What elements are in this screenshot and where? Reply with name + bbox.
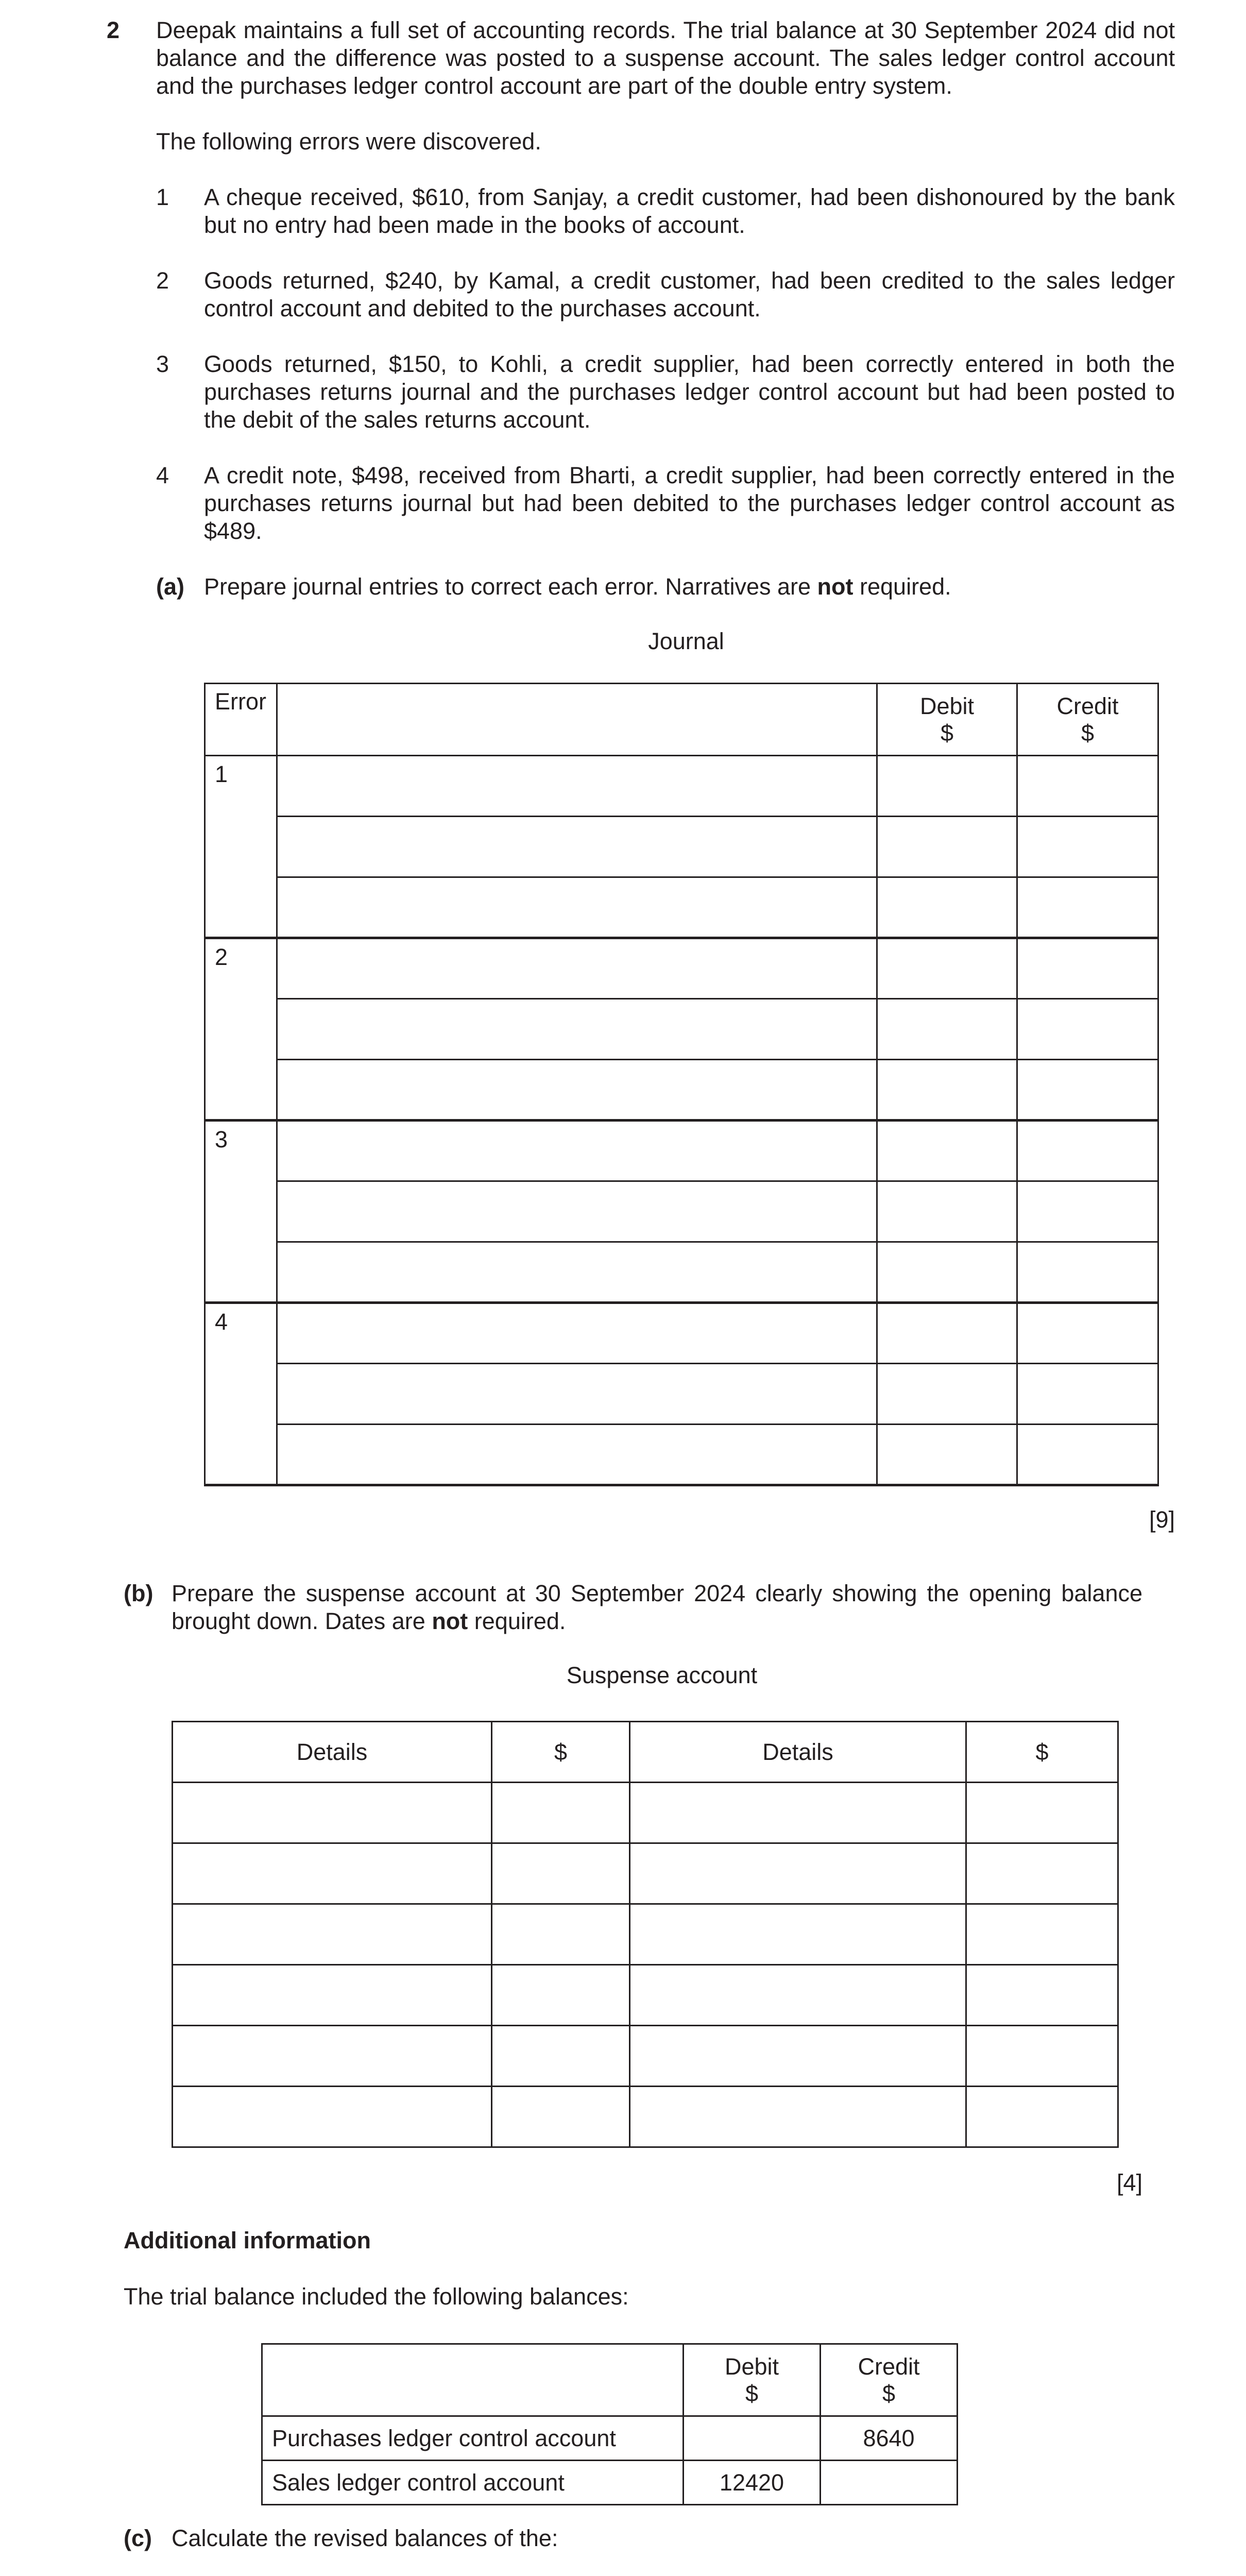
suspense-cell-amount[interactable] (966, 1965, 1118, 2026)
additional-info-heading: Additional information (124, 2227, 371, 2253)
tb-row-debit: 12420 (684, 2461, 821, 2505)
part-b-label: (b) (124, 1580, 153, 1606)
suspense-cell-details[interactable] (630, 1783, 966, 1843)
suspense-cell-details[interactable] (173, 1904, 492, 1965)
suspense-cell-details[interactable] (173, 1965, 492, 2026)
part-a-label: (a) (156, 573, 184, 600)
tb-header-blank (262, 2344, 684, 2416)
suspense-cell-amount[interactable] (492, 2087, 630, 2147)
journal-cell-credit[interactable] (1017, 877, 1158, 938)
journal-cell-credit[interactable] (1017, 817, 1158, 877)
journal-cell-account[interactable] (277, 1242, 877, 1303)
error-text: Goods returned, $240, by Kamal, a credit customer, had been credited to the sales ledger control account and debited to the purchases account. (204, 267, 1175, 321)
journal-cell-credit[interactable] (1017, 1060, 1158, 1121)
journal-cell-account[interactable] (277, 999, 877, 1060)
suspense-cell-details[interactable] (630, 1965, 966, 2026)
journal-header-debit: Debit $ (877, 684, 1017, 756)
journal-cell-debit[interactable] (877, 1364, 1017, 1425)
journal-cell-account[interactable] (277, 1060, 877, 1121)
suspense-cell-amount[interactable] (492, 1904, 630, 1965)
journal-cell-debit[interactable] (877, 817, 1017, 877)
suspense-cell-amount[interactable] (966, 2087, 1118, 2147)
journal-cell-debit[interactable] (877, 938, 1017, 999)
part-c-label: (c) (124, 2525, 152, 2551)
suspense-header-details: Details (630, 1722, 966, 1783)
suspense-header-amount: $ (492, 1722, 630, 1783)
suspense-cell-details[interactable] (630, 1843, 966, 1904)
journal-cell-account[interactable] (277, 1364, 877, 1425)
additional-info-text: The trial balance included the following balances: (124, 2283, 629, 2310)
journal-header-error: Error (205, 684, 277, 756)
journal-cell-account[interactable] (277, 938, 877, 999)
journal-error-number: 2 (205, 938, 277, 1121)
tb-header-credit: Credit $ (821, 2344, 958, 2416)
error-number: 1 (156, 184, 169, 210)
part-b-instruction: Prepare the suspense account at 30 September 2024 clearly showing the opening balance brought down. Dates are not required. (172, 1580, 1142, 1634)
trial-balance-table (261, 2343, 958, 2505)
journal-cell-account[interactable] (277, 1121, 877, 1181)
suspense-cell-details[interactable] (630, 2026, 966, 2087)
suspense-cell-details[interactable] (173, 1843, 492, 1904)
errors-intro: The following errors were discovered. (156, 128, 541, 155)
journal-table (204, 683, 1159, 1486)
suspense-cell-amount[interactable] (966, 2026, 1118, 2087)
journal-cell-credit[interactable] (1017, 1303, 1158, 1364)
tb-row-name: Sales ledger control account (262, 2461, 684, 2505)
journal-cell-account[interactable] (277, 1425, 877, 1485)
journal-cell-credit[interactable] (1017, 938, 1158, 999)
part-a-instruction: Prepare journal entries to correct each error. Narratives are not required. (204, 573, 951, 600)
question-number: 2 (107, 17, 120, 43)
suspense-cell-amount[interactable] (966, 1843, 1118, 1904)
journal-cell-debit[interactable] (877, 1303, 1017, 1364)
error-number: 4 (156, 462, 169, 488)
journal-cell-debit[interactable] (877, 756, 1017, 817)
journal-cell-credit[interactable] (1017, 999, 1158, 1060)
suspense-title: Suspense account (566, 1662, 758, 1688)
suspense-cell-details[interactable] (173, 2087, 492, 2147)
journal-cell-credit[interactable] (1017, 1425, 1158, 1485)
intro-paragraph: Deepak maintains a full set of accounting records. The trial balance at 30 September 2024 did not balance and the difference was posted to a suspense account. The sales ledger control account and the purchases ledger control account are part of the double entry system. (156, 17, 1175, 99)
suspense-cell-amount[interactable] (966, 1904, 1118, 1965)
journal-error-number: 4 (205, 1303, 277, 1485)
journal-cell-account[interactable] (277, 1303, 877, 1364)
journal-cell-account[interactable] (277, 1181, 877, 1242)
suspense-account-table (172, 1721, 1119, 2148)
journal-cell-account[interactable] (277, 756, 877, 817)
journal-cell-debit[interactable] (877, 1181, 1017, 1242)
journal-cell-debit[interactable] (877, 1425, 1017, 1485)
tb-row-credit (821, 2461, 958, 2505)
suspense-cell-details[interactable] (173, 2026, 492, 2087)
suspense-cell-amount[interactable] (492, 1965, 630, 2026)
error-text: Goods returned, $150, to Kohli, a credit supplier, had been correctly entered in both the purchases returns journal and the purchases ledger control account but had been posted to the debit of the sales returns account. (204, 351, 1175, 433)
error-text: A credit note, $498, received from Bharti, a credit supplier, had been correctly entered in the purchases returns journal but had been debited to the purchases ledger control account as $489. (204, 462, 1175, 544)
part-a-marks: [9] (1149, 1506, 1175, 1533)
journal-cell-credit[interactable] (1017, 1242, 1158, 1303)
suspense-header-amount: $ (966, 1722, 1118, 1783)
error-number: 3 (156, 351, 169, 377)
journal-cell-debit[interactable] (877, 1121, 1017, 1181)
journal-cell-debit[interactable] (877, 1060, 1017, 1121)
error-text: A cheque received, $610, from Sanjay, a credit customer, had been dishonoured by the bank but no entry had been made in the books of account. (204, 184, 1175, 238)
journal-cell-debit[interactable] (877, 1242, 1017, 1303)
suspense-cell-details[interactable] (630, 1904, 966, 1965)
suspense-cell-amount[interactable] (492, 2026, 630, 2087)
journal-cell-account[interactable] (277, 877, 877, 938)
error-number: 2 (156, 267, 169, 294)
suspense-cell-amount[interactable] (966, 1783, 1118, 1843)
journal-error-number: 1 (205, 756, 277, 938)
tb-row-debit (684, 2416, 821, 2461)
suspense-cell-details[interactable] (173, 1783, 492, 1843)
tb-header-debit: Debit $ (684, 2344, 821, 2416)
suspense-cell-amount[interactable] (492, 1783, 630, 1843)
journal-header-blank (277, 684, 877, 756)
part-b-marks: [4] (1116, 2170, 1142, 2196)
suspense-header-details: Details (173, 1722, 492, 1783)
journal-title: Journal (648, 628, 724, 654)
part-c-instruction: Calculate the revised balances of the: (172, 2525, 558, 2551)
journal-cell-debit[interactable] (877, 999, 1017, 1060)
tb-row-credit: 8640 (821, 2416, 958, 2461)
journal-cell-credit[interactable] (1017, 756, 1158, 817)
journal-cell-credit[interactable] (1017, 1181, 1158, 1242)
journal-error-number: 3 (205, 1121, 277, 1303)
journal-cell-credit[interactable] (1017, 1364, 1158, 1425)
suspense-cell-amount[interactable] (492, 1843, 630, 1904)
suspense-cell-details[interactable] (630, 2087, 966, 2147)
journal-header-credit: Credit $ (1017, 684, 1158, 756)
journal-cell-credit[interactable] (1017, 1121, 1158, 1181)
journal-cell-account[interactable] (277, 817, 877, 877)
tb-row-name: Purchases ledger control account (262, 2416, 684, 2461)
journal-cell-debit[interactable] (877, 877, 1017, 938)
